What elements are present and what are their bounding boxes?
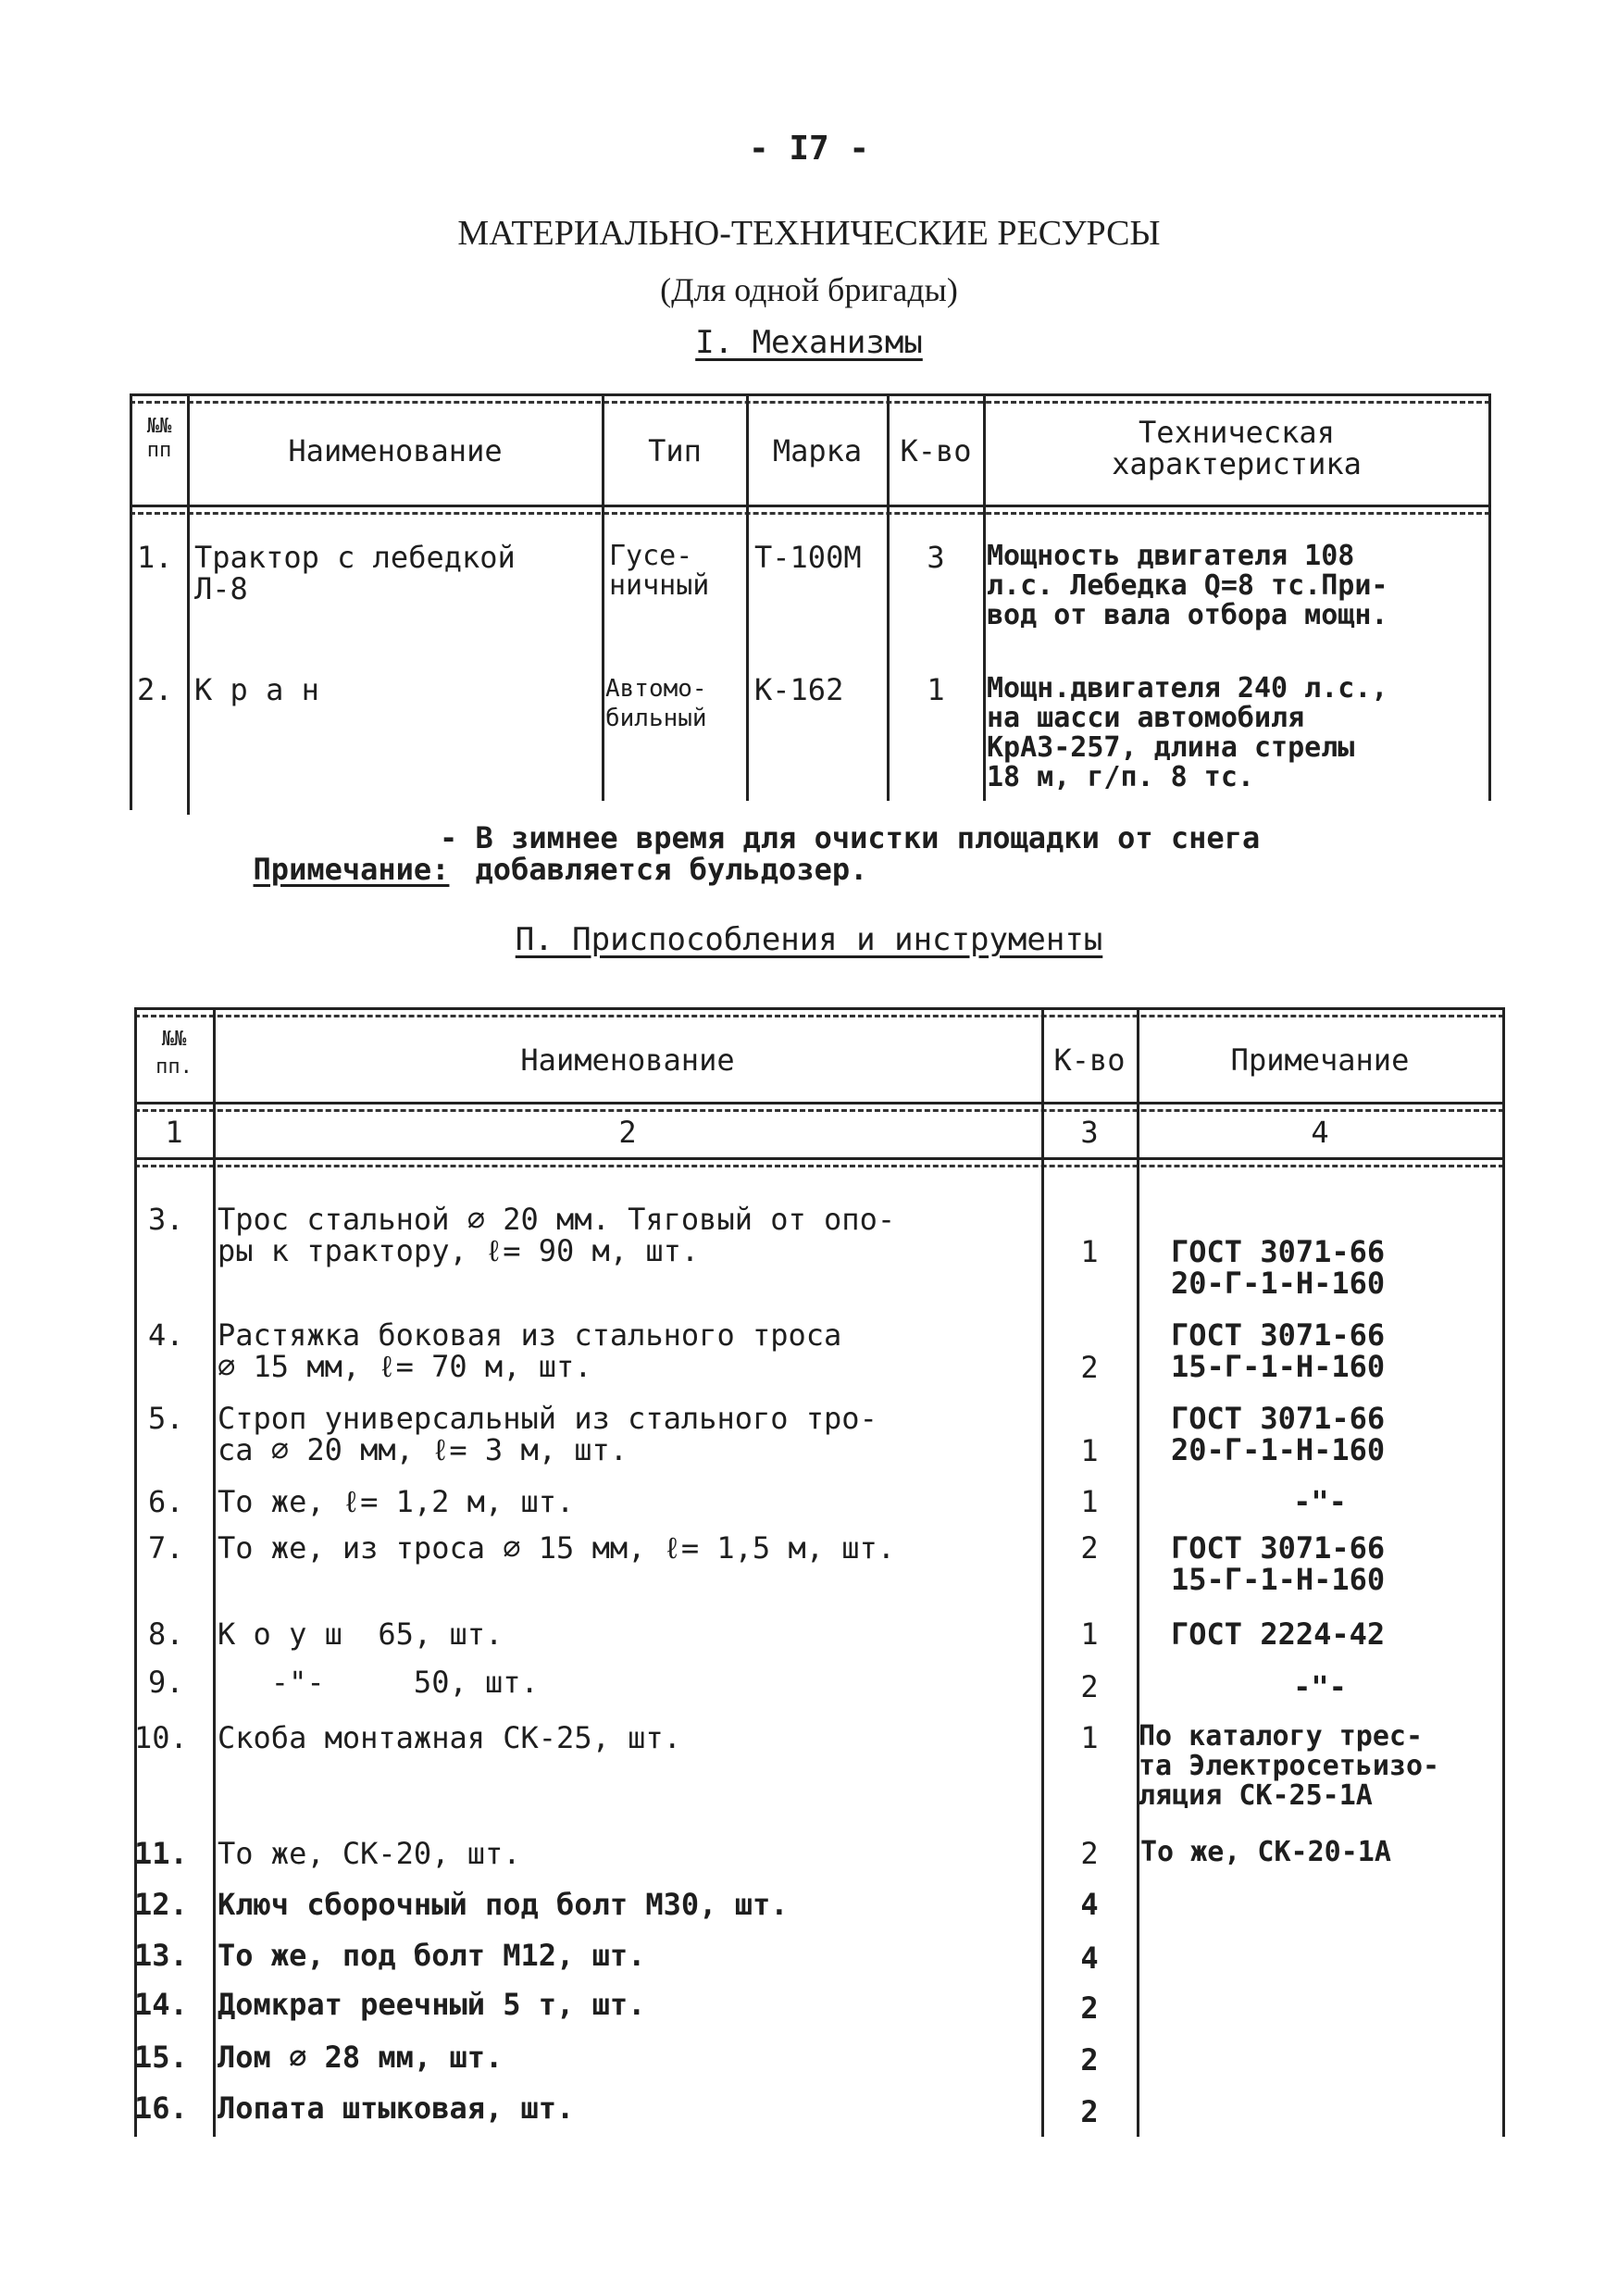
mech-row-type: Гусе- ничный — [609, 540, 710, 602]
mech-row-type: Автомо- бильный — [605, 675, 707, 732]
tools-row-qty: 1 — [1080, 1433, 1099, 1468]
tools-row-num: 11. — [134, 1836, 188, 1871]
mech-header-name: Наименование — [288, 433, 503, 468]
tools-row-num: 4. — [148, 1317, 184, 1353]
mech-header-brand: Марка — [772, 433, 863, 468]
col-number: 3 — [1080, 1115, 1099, 1150]
tools-row-note: ГОСТ 3071-66 15-Г-1-Н-160 — [1171, 1530, 1386, 1597]
tools-row-name: То же, под болт М12, шт. — [218, 1938, 646, 1973]
col-number: 2 — [618, 1115, 637, 1150]
tools-row-qty: 1 — [1080, 1720, 1099, 1755]
tools-row-note: -"- — [1293, 1484, 1347, 1519]
page-subtitle: (Для одной бригады) — [660, 271, 958, 308]
tools-row-qty: 2 — [1080, 1669, 1099, 1704]
tools-row-note: По каталогу трес- та Электросетьизо- ляция СК-25-1А — [1139, 1720, 1440, 1812]
tools-row-qty: 2 — [1080, 1836, 1099, 1871]
tools-header-qty: К-во — [1053, 1042, 1126, 1078]
tools-row-num: 7. — [148, 1530, 184, 1566]
tools-row-qty: 4 — [1080, 1887, 1099, 1922]
mech-row-spec: Мощность двигателя 108 л.с. Лебедка Q=8 тс.При- вод от вала отбора мощн. — [987, 540, 1388, 631]
tools-row-name: Строп универсальный из стального тро- са ∅ 20 мм, ℓ= 3 м, шт. — [218, 1401, 877, 1467]
mech-row-num: 2. — [137, 672, 173, 707]
tools-row-num: 14. — [134, 1987, 188, 2022]
mech-row-brand: К-162 — [754, 672, 844, 707]
tools-row-name: Растяжка боковая из стального троса ∅ 15 мм, ℓ= 70 м, шт. — [218, 1317, 842, 1384]
tools-row-note: ГОСТ 3071-66 15-Г-1-Н-160 — [1171, 1317, 1386, 1384]
tools-row-qty: 1 — [1080, 1234, 1099, 1269]
tools-header-name: Наименование — [520, 1042, 735, 1078]
tools-row-num: 5. — [148, 1401, 184, 1436]
note-label — [218, 822, 449, 885]
mech-header-num: №№ пп — [146, 415, 172, 462]
tools-row-qty: 1 — [1080, 1616, 1099, 1652]
page-number: - I7 - — [748, 130, 870, 168]
tools-row-name: То же, СК-20, шт. — [218, 1836, 521, 1871]
mech-row-name: Трактор с лебедкой Л-8 — [194, 540, 516, 606]
tools-row-num: 15. — [134, 2040, 188, 2075]
tools-row-num: 8. — [148, 1616, 184, 1652]
tools-row-name: Скоба монтажная СК-25, шт. — [218, 1720, 681, 1755]
tools-header-note: Примечание — [1230, 1042, 1410, 1078]
tools-row-num: 12. — [134, 1887, 188, 1922]
tools-row-num: 16. — [134, 2090, 188, 2126]
tools-row-qty: 2 — [1080, 2042, 1099, 2078]
tools-row-name: К о у ш 65, шт. — [218, 1616, 504, 1652]
tools-row-num: 13. — [134, 1938, 188, 1973]
mech-header-spec: Техническая характеристика — [1112, 415, 1362, 481]
tools-row-name: Домкрат реечный 5 т, шт. — [218, 1987, 646, 2022]
tools-row-num: 10. — [134, 1720, 188, 1755]
tools-row-name: Лом ∅ 28 мм, шт. — [218, 2040, 504, 2075]
tools-row-qty: 2 — [1080, 1990, 1099, 2026]
tools-row-note: -"- — [1293, 1669, 1347, 1704]
page-title: МАТЕРИАЛЬНО-ТЕХНИЧЕСКИЕ РЕСУРСЫ — [457, 214, 1161, 253]
mech-row-num: 1. — [137, 540, 173, 575]
col-number: 1 — [165, 1115, 183, 1150]
mech-row-name: К р а н — [194, 672, 319, 707]
note-text: - В зимнее время для очистки площадки от снега добавляется бульдозер. — [440, 820, 1261, 887]
tools-row-note: ГОСТ 3071-66 20-Г-1-Н-160 — [1171, 1234, 1386, 1301]
tools-row-qty: 1 — [1080, 1484, 1099, 1519]
tools-row-name: То же, из троса ∅ 15 мм, ℓ= 1,5 м, шт. — [218, 1530, 896, 1566]
mech-header-type: Тип — [648, 433, 702, 468]
tools-row-num: 9. — [148, 1665, 184, 1700]
tools-row-qty: 4 — [1080, 1940, 1099, 1976]
mech-row-qty: 1 — [927, 672, 945, 707]
tools-row-num: 3. — [148, 1202, 184, 1237]
tools-row-name: То же, ℓ= 1,2 м, шт. — [218, 1484, 575, 1519]
tools-row-note: То же, СК-20-1А — [1140, 1836, 1391, 1868]
tools-header-num: №№ пп. — [156, 1028, 193, 1079]
tools-row-num: 6. — [148, 1484, 184, 1519]
tools-row-name: Ключ сборочный под болт М30, шт. — [218, 1887, 789, 1922]
section1-heading: I. Механизмы — [695, 324, 923, 361]
tools-row-qty: 2 — [1080, 2094, 1099, 2129]
mech-row-qty: 3 — [927, 540, 945, 575]
col-number: 4 — [1311, 1115, 1329, 1150]
mech-row-brand: Т-100М — [754, 540, 862, 575]
mech-header-qty: К-во — [900, 433, 972, 468]
mech-row-spec: Мощн.двигателя 240 л.с., на шасси автомобиля КрАЗ-257, длина стрелы 18 м, г/п. 8 тс. — [987, 672, 1388, 793]
tools-row-name: -"- 50, шт. — [218, 1665, 539, 1700]
section2-heading: П. Приспособления и инструменты — [515, 921, 1103, 958]
tools-row-qty: 2 — [1080, 1530, 1099, 1566]
tools-row-note: ГОСТ 2224-42 — [1171, 1616, 1386, 1652]
tools-row-name: Лопата штыковая, шт. — [218, 2090, 575, 2126]
tools-row-note: ГОСТ 3071-66 20-Г-1-Н-160 — [1171, 1401, 1386, 1467]
tools-row-name: Трос стальной ∅ 20 мм. Тяговый от опо- ры к трактору, ℓ= 90 м, шт. — [218, 1202, 896, 1268]
note-label-text: Примечание: — [253, 852, 450, 887]
tools-row-qty: 2 — [1080, 1350, 1099, 1385]
